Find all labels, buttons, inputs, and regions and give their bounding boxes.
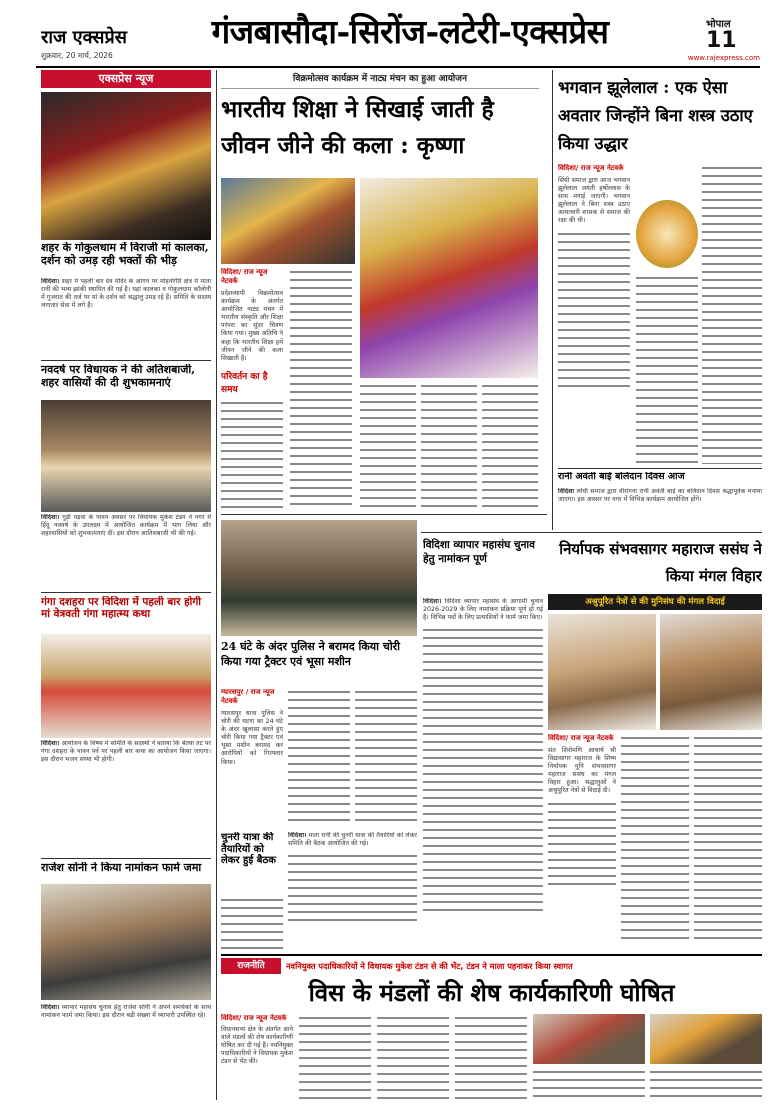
police-lines-2 xyxy=(288,688,350,826)
jhulelal-lines-3 xyxy=(702,164,762,464)
jain-photo-1 xyxy=(548,614,656,730)
bottom-lines-4 xyxy=(455,1014,527,1102)
lead-byline: विदिशा/ राज न्यूज नेटवर्क xyxy=(221,268,268,285)
police-body xyxy=(221,688,283,826)
bottom-photo-2 xyxy=(650,1014,762,1064)
ganga-photo xyxy=(41,634,211,738)
lead-body-col1 xyxy=(221,268,283,510)
chunari-body xyxy=(288,832,417,952)
jhulelal-lines-2 xyxy=(636,274,698,464)
bottom-headline: विस के मंडलों की शेष कार्यकारिणी घोषित xyxy=(308,978,675,1007)
jhulelal-photo xyxy=(636,200,698,268)
rule-right-1 xyxy=(558,468,762,469)
police-byline: ग्यारसपुर / राज न्यूज नेटवर्क xyxy=(221,688,275,705)
story-ganga-headline: गंगा दशहरा पर विदिशा में पहली बार होगी मां वेत्रवती गंगा महात्म्य कथा xyxy=(41,596,201,621)
navvarsh-photo xyxy=(41,400,211,512)
rule-mid xyxy=(221,514,547,515)
chunari-lines xyxy=(288,852,417,922)
lead-body-lines-1 xyxy=(221,399,283,510)
issue-date: शुक्रवार, 20 मार्च, 2026 xyxy=(41,51,113,60)
section-label-text: एक्सप्रेस न्यूज xyxy=(98,72,154,85)
col-divider-right xyxy=(552,70,553,530)
story-ganga-text xyxy=(41,740,211,764)
jhulelal-byline: विदिशा/ राज न्यूज नेटवर्क xyxy=(558,164,624,172)
rani-dateline: विदिशा xyxy=(558,488,575,495)
section-label xyxy=(41,70,211,88)
bottom-lines-5 xyxy=(533,1068,645,1102)
bottom-lines-2 xyxy=(299,1014,371,1102)
jain-lines-3 xyxy=(694,734,762,944)
jain-paragraph: संत शिरोमणि आचार्य श्री विद्यासागर महाराज के शिष्य निर्यापक मुनि संभवसागर महाराज ससंघ का मंगल विहार हुआ। श्रद्धालुओं ने अश्रुपूरित नेत्रों से विदाई दी। xyxy=(548,747,616,795)
jain-strap-text: अश्रुपूरित नेत्रों से की मुनिसंघ की मंगल विदाई xyxy=(585,597,725,607)
lead-body-col4 xyxy=(421,382,477,510)
edition-title: गंजबासौदा-सिरोंज-लटेरी-एक्सप्रेस xyxy=(211,12,609,51)
jain-lines-2 xyxy=(621,734,689,944)
lead-body-col3 xyxy=(360,382,416,510)
police-photo xyxy=(221,520,417,636)
soni-photo xyxy=(41,884,211,1000)
story-ganga-paragraph: आयोजन के विषय में समिति के सदस्यों ने बताया कि बेतवा तट पर गंगा दशहरा के पावन पर्व पर पहली बार कथा का आयोजन किया जाएगा। इस दौरान भजन संध्या भी होगी। xyxy=(41,740,211,764)
lead-kicker-text: विक्रमोत्सव कार्यक्रम में नाट्य मंचन का हुआ आयोजन xyxy=(293,74,467,84)
story-navvarsh-dateline: विदिशा। xyxy=(41,514,60,521)
bottom-photo-1 xyxy=(533,1014,645,1064)
lead-paragraph: प्रदेशव्यापी विक्रमोत्सव कार्यक्रम के अंतर्गत आयोजित नाट्य मंचन में भारतीय संस्कृति और शिक्षा परंपरा का सुंदर चित्रण किया गया। मुख्य अतिथि ने कहा कि भारतीय शिक्षा हमें जीवन जीने की कला सिखाती है। xyxy=(221,290,283,362)
jhulelal-body xyxy=(558,164,630,464)
jhulelal-headline: भगवान झूलेलाल : एक ऐसा अवतार जिन्होंने बिना शस्त्र उठाए किया उद्धार xyxy=(558,78,753,153)
story-soni-paragraph: व्यापार महासंघ चुनाव हेतु राजेश सोनी ने अपने समर्थकों के साथ नामांकन फार्म जमा किया। इस दौरान बड़ी संख्या में व्यापारी उपस्थित रहे। xyxy=(41,1004,211,1020)
bottom-body-col1 xyxy=(221,1014,293,1102)
website: www.rajexpress.com xyxy=(687,54,760,62)
rule-left-2 xyxy=(41,592,211,593)
story-soni-text xyxy=(41,1004,211,1020)
bottom-lines-6 xyxy=(650,1068,762,1102)
jain-lines-1 xyxy=(548,800,616,890)
politics-label-text: राजनीति xyxy=(237,961,265,971)
chunari-text xyxy=(288,832,417,848)
vyapar-body xyxy=(423,598,543,948)
politics-label xyxy=(221,958,281,974)
story-kalka-headline: शहर के गोकुलधाम में विराजी मां कालका, दर्शन को उमड़ रही भक्तों की भीड़ xyxy=(41,242,209,267)
lead-body-col5 xyxy=(482,382,538,510)
story-navvarsh-text xyxy=(41,514,211,538)
masthead xyxy=(0,0,778,66)
story-soni-body xyxy=(41,1004,211,1094)
story-navvarsh-headline: नवदर्ष पर विधायक ने की अतिशबाजी, शहर वासियों की दी शुभकामनाएं xyxy=(41,364,196,389)
masthead-rule xyxy=(36,66,760,68)
brand-name: राज एक्सप्रेस xyxy=(41,27,127,48)
lead-photo-main xyxy=(360,178,538,378)
jain-byline: विदिशा/ राज न्यूज नेटवर्क xyxy=(548,734,614,742)
story-soni-headline: राजेश सोनी ने किया नामांकन फार्म जमा xyxy=(41,862,202,874)
story-navvarsh-body xyxy=(41,514,211,588)
chunari-paragraph: माता रानी की चुनरी यात्रा की तैयारियों को लेकर समिति की बैठक आयोजित की गई। xyxy=(288,832,417,848)
police-paragraph: ग्यारसपुर थाना पुलिस ने चोरी की घटना का 24 घंटे के अंदर खुलासा करते हुए चोरी किया गया ट्रैक्टर एवं भूसा मशीन बरामद कर आरोपियों को गिरफ्तार किया। xyxy=(221,710,283,766)
rani-paragraph: लोधी समाज द्वारा वीरांगना रानी अवंती बाई का बलिदान दिवस श्रद्धापूर्वक मनाया जाएगा। इस अवसर पर नगर में विभिन्न कार्यक्रम आयोजित होंगे। xyxy=(558,488,762,504)
rule-mid-right xyxy=(421,532,762,533)
story-kalka-paragraph: शहर में पहली बार देव मंदिर के आंगन पर मोहनगिरि क्षेत्र में माता रानी की भव्य झांकी स्थापित की गई है। यहां कालका व गोकुलधाम कॉलोनी में गुजरात की तर्ज पर मां के दर्शन को श्रद्धालु उमड़ रहे हैं। समिति के सदस्य लगातार सेवा में लगे हैं। xyxy=(41,278,211,310)
jain-strap xyxy=(548,594,762,610)
lead-photo-small xyxy=(221,178,355,264)
lead-kicker xyxy=(221,72,539,89)
vyapar-dateline: विदिशा। xyxy=(423,598,442,605)
jhulelal-lines-1 xyxy=(558,230,630,390)
story-soni-dateline: विदिशा। xyxy=(41,1004,60,1011)
story-kalka-text xyxy=(41,278,211,310)
story-kalka-body xyxy=(41,278,211,358)
vyapar-paragraph: विदिशा व्यापार महासंघ के आगामी चुनाव 2026-2029 के लिए नामांकन प्रक्रिया पूर्ण हो गई है। विभिन्न पदों के लिए प्रत्याशियों ने फार्म जमा किए। xyxy=(423,598,543,622)
bottom-kicker: नवनियुक्त पदाधिकारियों ने विधायक मुकेश टंडन से की भेंट, टंडन ने माला पहनाकर किया स्वागत xyxy=(286,961,573,971)
chunari-dateline: विदिशा। xyxy=(288,832,307,839)
lead-body-col2 xyxy=(290,268,352,510)
rule-left-1 xyxy=(41,360,211,361)
story-ganga-dateline: विदिशा। xyxy=(41,740,60,747)
story-kalka-dateline: विदिशा। xyxy=(41,278,60,285)
police-headline: 24 घंटे के अंदर पुलिस ने बरामद किया चोरी किया गया ट्रैक्टर एवं भूसा मशीन xyxy=(221,640,401,668)
rani-headline: रानी अवंती बाई बलिदान दिवस आज xyxy=(558,472,685,482)
bottom-lines-3 xyxy=(377,1014,449,1102)
vyapar-headline: विदिशा व्यापार महासंघ चुनाव हेतु नामांकन पूर्ण xyxy=(423,539,535,565)
chunari-headline: चुनरी यात्रा की तैयारियों को लेकर हुई बैठक xyxy=(221,832,276,866)
jain-body xyxy=(548,734,616,944)
jain-headline: निर्यापक संभवसागर महाराज ससंघ ने किया मंगल विहार xyxy=(559,540,762,585)
col-divider-left xyxy=(216,70,217,1100)
city-label: भोपाल xyxy=(706,19,731,30)
page-number: 11 xyxy=(706,28,737,53)
bottom-paragraph: विधानसभा क्षेत्र के अंतर्गत आने वाले मंडलों की शेष कार्यकारिणी घोषित कर दी गई है। नवनियुक्त पदाधिकारियों ने विधायक मुकेश टंडन से भेंट की। xyxy=(221,1026,293,1066)
story-ganga-body xyxy=(41,740,211,848)
story-navvarsh-paragraph: गुड़ी पड़वा के पावन अवसर पर विधायक मुकेश टंडन ने नगर में हिंदू नववर्ष के उपलक्ष्य में आयोजित कार्यक्रम में भाग लिया और शहरवासियों को शुभकामनाएं दीं। इस दौरान आतिशबाजी भी की गई। xyxy=(41,514,211,538)
chunari-lines-left xyxy=(221,896,283,952)
vyapar-lines xyxy=(423,626,543,912)
vyapar-text xyxy=(423,598,543,622)
police-lines-3 xyxy=(355,688,417,826)
rule-left-3 xyxy=(41,858,211,859)
jain-photo-2 xyxy=(660,614,762,730)
lead-subhead: परिवर्तन का है समय xyxy=(221,371,268,395)
kalka-photo xyxy=(41,92,211,240)
rani-body xyxy=(558,488,762,528)
bottom-byline: विदिशा/ राज न्यूज नेटवर्क xyxy=(221,1014,287,1022)
rani-text xyxy=(558,488,762,504)
jhulelal-paragraph: सिंधी समाज द्वारा आज भगवान झूलेलाल जयंती हर्षोल्लास के साथ मनाई जाएगी। भगवान झूलेलाल ने बिना शस्त्र उठाए अत्याचारी शासक से समाज की रक्षा की थी। xyxy=(558,177,630,225)
rule-bottom xyxy=(221,954,762,956)
lead-headline: भारतीय शिक्षा ने सिखाई जाती है जीवन जीने की कला : कृष्णा xyxy=(221,96,494,159)
